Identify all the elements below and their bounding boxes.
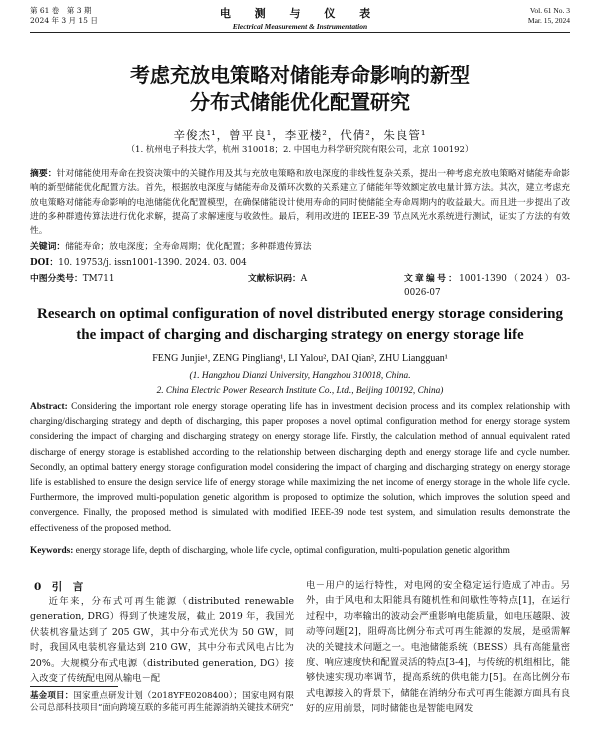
keywords-en-text: energy storage life, depth of discharging, whole life cycle, optimal configuration, multi-population genetic algorithm (75, 546, 510, 556)
header-rule (30, 32, 570, 33)
authors-en: FENG Junjie¹, ZENG Pingliang¹, LI Yalou², DAI Qian², ZHU Liangguan¹ (152, 353, 448, 364)
journal-name-en: Electrical Measurement & Instrumentation (232, 22, 368, 31)
fund-label: 基金项目： (30, 691, 74, 701)
keywords-cn (30, 240, 570, 254)
keywords-en-label: Keywords: (30, 546, 74, 556)
doi-label: DOI： (30, 258, 59, 268)
title-cn-line1: 考虑充放电策略对储能寿命影响的新型 (130, 63, 470, 87)
abstract-cn (30, 167, 570, 238)
affiliations-en (0, 369, 600, 399)
intro-heading: 0 引 言 (34, 581, 84, 593)
abstract-cn-text: 针对储能使用寿命在投资决策中的关键作用及其与充放电策略和放电深度的非线性复杂关系，提出一种考虑充放电策略对储能寿命影响的新型储能优化配置方法。首先，根据放电深度与储能寿命及循环次数的关系建立了储能年等效额定放电量计算方法。其次，建立考虑充放电策略对储能寿命影响的电池储能优化配置模型，在确保储能设计使用寿命的同时使储能全寿命周期内的收益最大。而且进一步提出了改进的多种群遗传算法进行优化求解，提高了求解速度与收敛性。最后，利用改进的 IEEE-39 节点风光水系统进行测试，证实了方法的有效性。 (30, 169, 570, 237)
title-cn-line2: 分布式储能优化配置研究 (190, 90, 410, 114)
intro-right-column: 电－用户的运行特性，对电网的安全稳定运行造成了冲击。另外，由于风电和太阳能具有随机性和间歇性等特点[1]，在运行过程中，功率输出的波动会严重影响电能质量，如电压越限、波动等问题[2]，阻碍高比例分布式可再生能源的发展，是亟需解决的关键技术问题之一。电池储能系统（BESS）具有高能量密度、响应速度快和配置灵活的特点[3-4]，与传统的机组相比，能够快速实现功率调节，提高系统的供电能力[5]。在高比例分布式电源接入的背景下，储能在消纳分布式可再生能源方面具有良好的应用前景，同时储能也是智能电网发 (306, 580, 570, 715)
article-number: 文章编号：1001-1390（2024）03-0026-07 (404, 274, 570, 299)
fund-footnote (30, 690, 294, 714)
volume-issue-en: Vol. 61 No. 3 (529, 6, 570, 15)
keywords-cn-text: 储能寿命；放电深度；全寿命周期；优化配置；多种群遗传算法 (65, 242, 312, 252)
affiliations-en-line1: (1. Hangzhou Dianzi University, Hangzhou 310018, China. (189, 371, 411, 381)
keywords-cn-label: 关键词： (30, 242, 66, 252)
authors-cn: 辛俊杰¹，曾平良¹，李亚楼²，代倩²，朱良管¹ (173, 128, 427, 142)
title-cn (0, 62, 600, 116)
journal-name-cn: 电 测 与 仪 表 (219, 7, 381, 20)
affiliations-cn: （1. 杭州电子科技大学，杭州 310018；2. 中国电力科学研究院有限公司，北京 100192） (126, 145, 474, 155)
title-en-line2: the impact of charging and discharging strategy on energy storage life (76, 327, 524, 343)
document-code: 文献标识码：A (248, 274, 308, 284)
issue-date-en: Mar. 15, 2024 (527, 16, 570, 25)
title-en-line1: Research on optimal configuration of novel distributed energy storage considering (37, 306, 563, 322)
doi-value: 10. 19753/j. issn1001-1390. 2024. 03. 004 (58, 258, 247, 268)
keywords-en (30, 544, 570, 559)
doi (30, 256, 570, 270)
abstract-en-label: Abstract: (30, 402, 68, 412)
abstract-en (30, 400, 570, 537)
volume-issue: 第 61 卷 第 3 期 (30, 6, 92, 15)
abstract-cn-label: 摘要： (30, 169, 57, 179)
intro-left-column: 近年来，分布式可再生能源（distributed renewable generation, DRG）得到了快速发展，截止 2019 年，我国光伏装机容量达到了 205 GW，其中分布式光伏为 50 GW，同时，我国风电装机容量达到 210 GW，其中分布式风电占比为 20%。大规模分布式电源（distributed generation, DG）接入改变了传统配电网从输电－配 (30, 596, 294, 685)
affiliations-en-line2: 2. China Electric Power Research Institute Co., Ltd., Beijing 100192, China) (156, 386, 444, 396)
journal-name (0, 5, 600, 31)
running-header-right (528, 6, 570, 26)
fund-text: 国家重点研发计划（2018YFE0208400）；国家电网有限公司总部科技项目“面向跨境互联的多能可再生能源消纳关键技术研究” (30, 691, 294, 713)
abstract-en-text: Considering the important role energy storage operating life has in investment decision process and its complex relationship with charging/discharging strategy and depth of discharging, this paper proposes a novel optimal configuration method for energy storage system considering the impact of charging and discharging strategy on energy storage life. Firstly, the calculation method of annual equivalent rated discharge of energy storage is established according to the relationship between discharging depth and energy storage life and cycle number. Secondly, an optimal battery energy storage configuration model considering the impact of charging and discharging strategy on energy storage life is established to ensure the design service life of energy storage while maximizing the net income of energy storage in the whole life cycle. Furthermore, the improved multi-population genetic algorithm is proposed to optimize the solution, which improves the solution speed and convergence. Finally, the proposed method is simulated with modified IEEE-39 node test system, and simulation results demonstrate the effectiveness of the proposed method. (30, 402, 570, 534)
issue-date: 2024 年 3 月 15 日 (30, 16, 98, 25)
footnote-rule (30, 686, 118, 687)
title-en (0, 304, 600, 346)
clc-number: 中图分类号：TM711 (30, 274, 115, 284)
